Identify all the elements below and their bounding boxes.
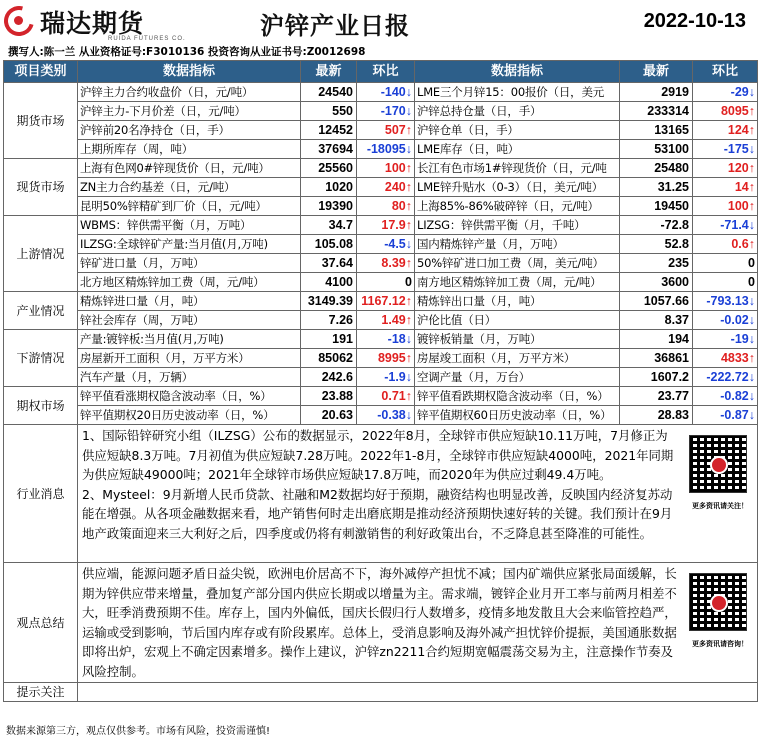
indicator-right-cell: 锌平值看跌期权隐含波动率（日，%） [415, 387, 620, 406]
indicator-right-cell: 锌平值期权60日历史波动率（日，%） [415, 406, 620, 425]
col-change-left: 环比 [357, 61, 415, 83]
data-table [3, 60, 758, 702]
change-left-cell: 1.49↑ [357, 311, 415, 330]
table-row [4, 349, 758, 368]
table-row [4, 197, 758, 216]
change-left-cell: 17.9↑ [357, 216, 415, 235]
indicator-right-cell: LIZSG：锌供需平衡（月，千吨） [415, 216, 620, 235]
news-paragraph: 1、国际铅锌研究小组（ILZSG）公布的数据显示，2022年8月，全球锌市供应短缺10.11万吨，7月修正为供应短缺8.3万吨。7月初值为供应短缺7.28万吨。2022年1-8月，全球锌市供应短缺4000吨，2021年同期为供应短缺49000吨；2021年全球锌市场供应短缺17.8万吨，而2020年为供应过剩49.4万吨。 [82, 428, 674, 482]
table-row [4, 121, 758, 140]
latest-right-cell: 8.37 [620, 311, 693, 330]
indicator-left-cell: 房屋新开工面积（月，万平方米） [78, 349, 301, 368]
indicator-left-cell: 沪锌主力-下月价差（日，元/吨） [78, 102, 301, 121]
latest-right-cell: 235 [620, 254, 693, 273]
page-title: 沪锌产业日报 [260, 12, 410, 40]
change-left-cell: -4.5↓ [357, 235, 415, 254]
change-left-cell: -1.9↓ [357, 368, 415, 387]
latest-right-cell: 31.25 [620, 178, 693, 197]
news-label: 行业消息 [4, 425, 78, 563]
change-right-cell: 120↑ [693, 159, 758, 178]
indicator-left-cell: ILZSG:全球锌矿产量:当月值(月,万吨) [78, 235, 301, 254]
col-change-right: 环比 [693, 61, 758, 83]
logo-text: 瑞达期货 [40, 9, 145, 38]
indicator-left-cell: 北方地区精炼锌加工费（周，元/吨） [78, 273, 301, 292]
change-left-cell: -18↓ [357, 330, 415, 349]
latest-right-cell: 53100 [620, 140, 693, 159]
table-row [4, 273, 758, 292]
latest-left-cell: 85062 [301, 349, 357, 368]
change-left-cell: -140↓ [357, 83, 415, 102]
latest-right-cell: 233314 [620, 102, 693, 121]
col-category: 项目类别 [4, 61, 78, 83]
indicator-left-cell: 沪锌前20名净持仓（日，手） [78, 121, 301, 140]
indicator-left-cell: 沪锌主力合约收盘价（日，元/吨） [78, 83, 301, 102]
qr-caption-view: 更多资讯请咨询！ [692, 640, 748, 648]
indicator-right-cell: LME锌升贴水（0-3）（日，美元/吨） [415, 178, 620, 197]
latest-left-cell: 12452 [301, 121, 357, 140]
indicator-right-cell: 镀锌板销量（月，万吨） [415, 330, 620, 349]
qr-code-icon [689, 573, 747, 631]
latest-left-cell: 4100 [301, 273, 357, 292]
table-row [4, 292, 758, 311]
indicator-left-cell: 汽车产量（月，万辆） [78, 368, 301, 387]
change-right-cell: 14↑ [693, 178, 758, 197]
indicator-right-cell: 沪锌总持仓量（日，手） [415, 102, 620, 121]
indicator-left-cell: 精炼锌进口量（月，吨） [78, 292, 301, 311]
table-row [4, 406, 758, 425]
indicator-left-cell: 产量:镀锌板:当月值(月,万吨) [78, 330, 301, 349]
change-left-cell: 0.71↑ [357, 387, 415, 406]
table-row [4, 368, 758, 387]
category-cell: 下游情况 [4, 330, 78, 387]
logo-subtext: RUIDA FUTURES CO. [108, 36, 186, 42]
table-row [4, 140, 758, 159]
change-right-cell: -29↓ [693, 83, 758, 102]
col-latest-left: 最新 [301, 61, 357, 83]
indicator-left-cell: ZN主力合约基差（日，元/吨） [78, 178, 301, 197]
latest-left-cell: 25560 [301, 159, 357, 178]
change-right-cell: 0.6↑ [693, 235, 758, 254]
change-left-cell: -0.38↓ [357, 406, 415, 425]
view-label: 观点总结 [4, 563, 78, 683]
latest-left-cell: 34.7 [301, 216, 357, 235]
view-text: 供应端，能源问题矛盾日益尖锐，欧洲电价居高不下，海外减停产担忧不减；国内矿端供应紧张局面缓解，长期为锌供应带来增量，叠加复产部分国内供应长期或以增量为主。需求端，镀锌企业月开工率与前两月相差不大，旺季消费预期不佳。库存上，国内外偏低，国庆长假归行人数增多，疫情多地发散且大会来临管控趋严，运输或受到影响，节后国内库存或有阶段累库。总体上，受消息影响及海外减产担忧锌价提振，美国通胀数据即将出炉，宏观上不确定因素增多。操作上建议，沪锌zn2211合约短期宽幅震荡交易为主，注意操作节奏及风险控制。 [82, 566, 677, 679]
indicator-left-cell: WBMS：锌供需平衡（月，万吨） [78, 216, 301, 235]
table-row [4, 216, 758, 235]
category-cell: 上游情况 [4, 216, 78, 292]
qr-caption-news: 更多资讯请关注！ [692, 502, 748, 510]
change-left-cell: 0 [357, 273, 415, 292]
change-right-cell: -19↓ [693, 330, 758, 349]
latest-right-cell: 13165 [620, 121, 693, 140]
logo-dot [14, 16, 23, 25]
tip-row [4, 683, 758, 702]
latest-left-cell: 105.08 [301, 235, 357, 254]
latest-right-cell: 1607.2 [620, 368, 693, 387]
change-left-cell: 507↑ [357, 121, 415, 140]
latest-left-cell: 7.26 [301, 311, 357, 330]
table-row [4, 254, 758, 273]
category-cell: 期权市场 [4, 387, 78, 425]
latest-right-cell: 1057.66 [620, 292, 693, 311]
indicator-right-cell: LME库存（日，吨） [415, 140, 620, 159]
table-header-row [4, 61, 758, 83]
report-date: 2022-10-13 [643, 10, 746, 32]
change-left-cell: -170↓ [357, 102, 415, 121]
view-cell [78, 563, 758, 683]
indicator-right-cell: LME三个月锌15：00报价（日，美元 [415, 83, 620, 102]
category-cell: 期货市场 [4, 83, 78, 159]
latest-left-cell: 37.64 [301, 254, 357, 273]
report-header [0, 0, 760, 58]
indicator-left-cell: 锌平值看涨期权隐含波动率（日，%） [78, 387, 301, 406]
indicator-right-cell: 沪伦比值（日） [415, 311, 620, 330]
table-row [4, 159, 758, 178]
indicator-left-cell: 上海有色网0#锌现货价（日，元/吨） [78, 159, 301, 178]
table-row [4, 330, 758, 349]
indicator-right-cell: 国内精炼锌产量（月，万吨） [415, 235, 620, 254]
news-row [4, 425, 758, 563]
change-right-cell: -0.02↓ [693, 311, 758, 330]
latest-left-cell: 19390 [301, 197, 357, 216]
indicator-right-cell: 精炼锌出口量（月，吨） [415, 292, 620, 311]
indicator-right-cell: 南方地区精炼锌加工费（周，元/吨） [415, 273, 620, 292]
latest-right-cell: 25480 [620, 159, 693, 178]
latest-right-cell: 194 [620, 330, 693, 349]
latest-right-cell: 3600 [620, 273, 693, 292]
qr-code-icon [689, 435, 747, 493]
change-right-cell: -222.72↓ [693, 368, 758, 387]
change-right-cell: -0.82↓ [693, 387, 758, 406]
change-right-cell: -175↓ [693, 140, 758, 159]
indicator-left-cell: 锌社会库存（周，万吨） [78, 311, 301, 330]
change-right-cell: 100↑ [693, 197, 758, 216]
col-latest-right: 最新 [620, 61, 693, 83]
change-right-cell: 0 [693, 273, 758, 292]
latest-left-cell: 37694 [301, 140, 357, 159]
col-indicator-left: 数据指标 [78, 61, 301, 83]
category-cell: 现货市场 [4, 159, 78, 216]
latest-right-cell: 52.8 [620, 235, 693, 254]
change-left-cell: 1167.12↑ [357, 292, 415, 311]
latest-left-cell: 24540 [301, 83, 357, 102]
table-row [4, 235, 758, 254]
indicator-right-cell: 上海85%-86%破碎锌（日，元/吨） [415, 197, 620, 216]
change-right-cell: 124↑ [693, 121, 758, 140]
indicator-left-cell: 锌矿进口量（月，万吨） [78, 254, 301, 273]
indicator-right-cell: 空调产量（月，万台） [415, 368, 620, 387]
latest-right-cell: -72.8 [620, 216, 693, 235]
latest-left-cell: 191 [301, 330, 357, 349]
table-row [4, 387, 758, 406]
view-row [4, 563, 758, 683]
qr-code-view [687, 567, 753, 667]
change-left-cell: 8995↑ [357, 349, 415, 368]
indicator-left-cell: 锌平值期权20日历史波动率（日，%） [78, 406, 301, 425]
latest-right-cell: 2919 [620, 83, 693, 102]
change-right-cell: 8095↑ [693, 102, 758, 121]
news-paragraph: 2、Mysteel：9月新增人民币贷款、社融和M2数据均好于预期，融资结构也明显改善，反映国内经济复苏动能在增强。从各项金融数据来看，地产销售何时走出磨底期是推动经济预期快速好转的关键。我们预计在9月地产政策面迎来三大利好之后，四季度或仍将有刺激销售的利好政策出台，不乏降息甚至降准的可能性。 [82, 486, 673, 541]
change-right-cell: 4833↑ [693, 349, 758, 368]
category-cell: 产业情况 [4, 292, 78, 330]
author-line: 撰写人:陈一兰 从业资格证号:F3010136 投资咨询从业证书号:Z0012698 [8, 46, 366, 58]
col-indicator-right: 数据指标 [415, 61, 620, 83]
change-right-cell: -793.13↓ [693, 292, 758, 311]
table-row [4, 83, 758, 102]
latest-left-cell: 3149.39 [301, 292, 357, 311]
latest-left-cell: 242.6 [301, 368, 357, 387]
indicator-right-cell: 50%锌矿进口加工费（周，美元/吨） [415, 254, 620, 273]
change-right-cell: -0.87↓ [693, 406, 758, 425]
latest-right-cell: 19450 [620, 197, 693, 216]
indicator-right-cell: 长江有色市场1#锌现货价（日，元/吨 [415, 159, 620, 178]
change-right-cell: 0 [693, 254, 758, 273]
latest-left-cell: 20.63 [301, 406, 357, 425]
table-row [4, 102, 758, 121]
indicator-left-cell: 上期所库存（周，吨） [78, 140, 301, 159]
change-left-cell: 8.39↑ [357, 254, 415, 273]
change-left-cell: -18095↓ [357, 140, 415, 159]
table-body [4, 83, 758, 425]
footer-disclaimer: 数据来源第三方，观点仅供参考。市场有风险，投资需谨慎! [6, 726, 271, 737]
change-left-cell: 80↑ [357, 197, 415, 216]
latest-right-cell: 23.77 [620, 387, 693, 406]
news-cell [78, 425, 758, 563]
indicator-right-cell: 房屋竣工面积（月，万平方米） [415, 349, 620, 368]
latest-right-cell: 36861 [620, 349, 693, 368]
latest-left-cell: 550 [301, 102, 357, 121]
latest-left-cell: 1020 [301, 178, 357, 197]
change-left-cell: 240↑ [357, 178, 415, 197]
indicator-left-cell: 昆明50%锌精矿到厂价（日，元/吨） [78, 197, 301, 216]
table-row [4, 178, 758, 197]
table-row [4, 311, 758, 330]
news-text [82, 426, 679, 543]
indicator-right-cell: 沪锌仓单（日，手） [415, 121, 620, 140]
latest-right-cell: 28.83 [620, 406, 693, 425]
change-left-cell: 100↑ [357, 159, 415, 178]
change-right-cell: -71.4↓ [693, 216, 758, 235]
latest-left-cell: 23.88 [301, 387, 357, 406]
tip-label: 提示关注 [4, 683, 78, 702]
qr-code-news [687, 429, 753, 529]
tip-cell [78, 683, 758, 702]
